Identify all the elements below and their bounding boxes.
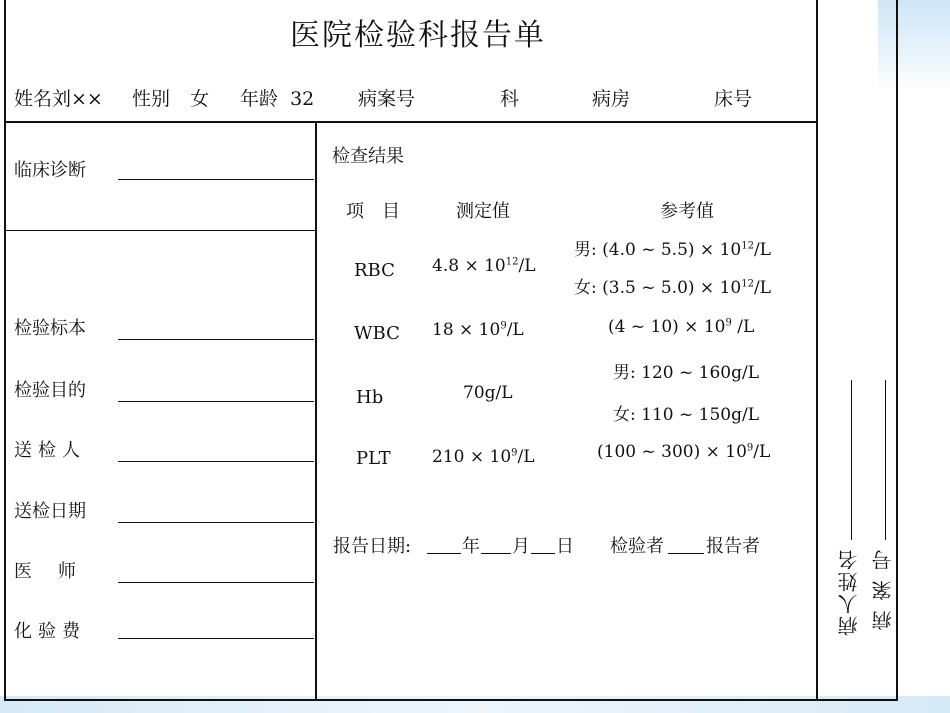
border-bottom (4, 699, 898, 701)
specimen-label: 检验标本 (14, 318, 86, 339)
plt-value (432, 447, 535, 467)
purpose-line (118, 401, 314, 402)
col-item-header: 项 目 (346, 201, 400, 222)
send-date-label: 送检日期 (14, 501, 86, 522)
name-value: 刘×× (52, 88, 103, 110)
patient-name-label: 病人姓名 (837, 548, 861, 636)
case-label: 病案号 (358, 88, 416, 110)
rbc-value-exp: 12 (505, 256, 519, 268)
rbc-value-base: 4.8 × 10 (432, 256, 506, 276)
decorative-gradient-top (878, 0, 950, 92)
hb-ref-female: 女: 110 ~ 150g/L (613, 405, 759, 425)
year-label: 年 (462, 536, 480, 557)
rbc-ref-male-unit: /L (753, 240, 771, 260)
age-field (240, 84, 314, 111)
wbc-ref (608, 317, 754, 337)
doctor-line (118, 582, 314, 583)
divider-side (816, 0, 818, 700)
wbc-ref-unit: /L (731, 317, 755, 337)
rbc-ref-female (574, 273, 771, 298)
col-ref-header: 参考值 (660, 201, 714, 222)
report-title: 医院检验科报告单 (290, 18, 546, 53)
diagnosis-label: 临床诊断 (14, 160, 86, 181)
wbc-value-unit: /L (506, 320, 524, 340)
wbc-ref-exp: 9 (725, 317, 732, 329)
divider-middle (315, 121, 317, 700)
reporter-label: 报告者 (706, 536, 760, 557)
dept-label: 科 (500, 88, 520, 110)
border-left (4, 0, 6, 700)
col-value-header: 测定值 (456, 201, 510, 222)
rbc-ref-male-base: 男: (4.0 ~ 5.5) × 10 (574, 240, 742, 260)
divider-left (4, 230, 316, 231)
sex-label: 性别 (132, 88, 171, 110)
sender-label: 送检人 (14, 440, 86, 461)
plt-value-unit: /L (517, 447, 535, 467)
fee-label: 化验费 (14, 621, 86, 642)
rbc-ref-male-exp: 12 (741, 240, 754, 252)
divider-header (4, 121, 818, 123)
plt-value-base: 210 × 10 (432, 447, 512, 467)
results-title: 检查结果 (332, 146, 404, 167)
wbc-ref-base: (4 ~ 10) × 10 (608, 317, 726, 337)
header-row (14, 84, 103, 111)
day-blank (531, 553, 555, 554)
sender-line (118, 461, 314, 462)
plt-ref-unit: /L (753, 442, 771, 462)
rbc-name: RBC (354, 260, 395, 281)
purpose-label: 检验目的 (14, 380, 86, 401)
doctor-label: 医 师 (14, 561, 80, 582)
wbc-value-base: 18 × 10 (432, 320, 501, 340)
plt-ref (597, 442, 770, 462)
ward-label: 病房 (592, 88, 631, 110)
plt-ref-exp: 9 (746, 442, 754, 454)
sex-value: 女 (190, 88, 210, 110)
examiner-blank (668, 553, 704, 554)
day-label: 日 (556, 536, 574, 557)
wbc-value (432, 320, 524, 340)
rbc-value-unit: /L (518, 256, 536, 276)
rbc-ref-female-unit: /L (753, 278, 771, 298)
wbc-name: WBC (354, 323, 400, 344)
send-date-line (118, 522, 314, 523)
bed-label: 床号 (714, 88, 753, 110)
report-date-label: 报告日期: (333, 536, 412, 557)
plt-value-exp: 9 (511, 447, 518, 459)
case-no-label: 病 案 号 (871, 548, 895, 631)
age-value: 32 (290, 88, 315, 110)
specimen-line (118, 339, 314, 340)
hb-name: Hb (356, 387, 384, 408)
rbc-value (432, 256, 536, 276)
rbc-ref-female-base: 女: (3.5 ~ 5.0) × 10 (574, 278, 742, 298)
case-no-line (885, 380, 886, 540)
age-label: 年龄 (240, 88, 279, 110)
hb-ref-male: 男: 120 ~ 160g/L (613, 363, 759, 383)
rbc-ref-female-exp: 12 (741, 278, 754, 290)
hb-value: 70g/L (463, 383, 513, 403)
plt-ref-base: (100 ~ 300) × 10 (597, 442, 747, 462)
examiner-label: 检验者 (610, 536, 664, 557)
patient-name-line (851, 380, 852, 540)
month-blank (481, 553, 511, 554)
month-label: 月 (512, 536, 530, 557)
name-label: 姓名 (14, 88, 53, 110)
plt-name: PLT (356, 448, 391, 469)
sex-field (132, 84, 209, 111)
wbc-value-exp: 9 (500, 320, 507, 332)
year-blank (427, 553, 461, 554)
diagnosis-line (118, 179, 314, 180)
rbc-ref-male (574, 235, 771, 260)
fee-line (118, 638, 314, 639)
